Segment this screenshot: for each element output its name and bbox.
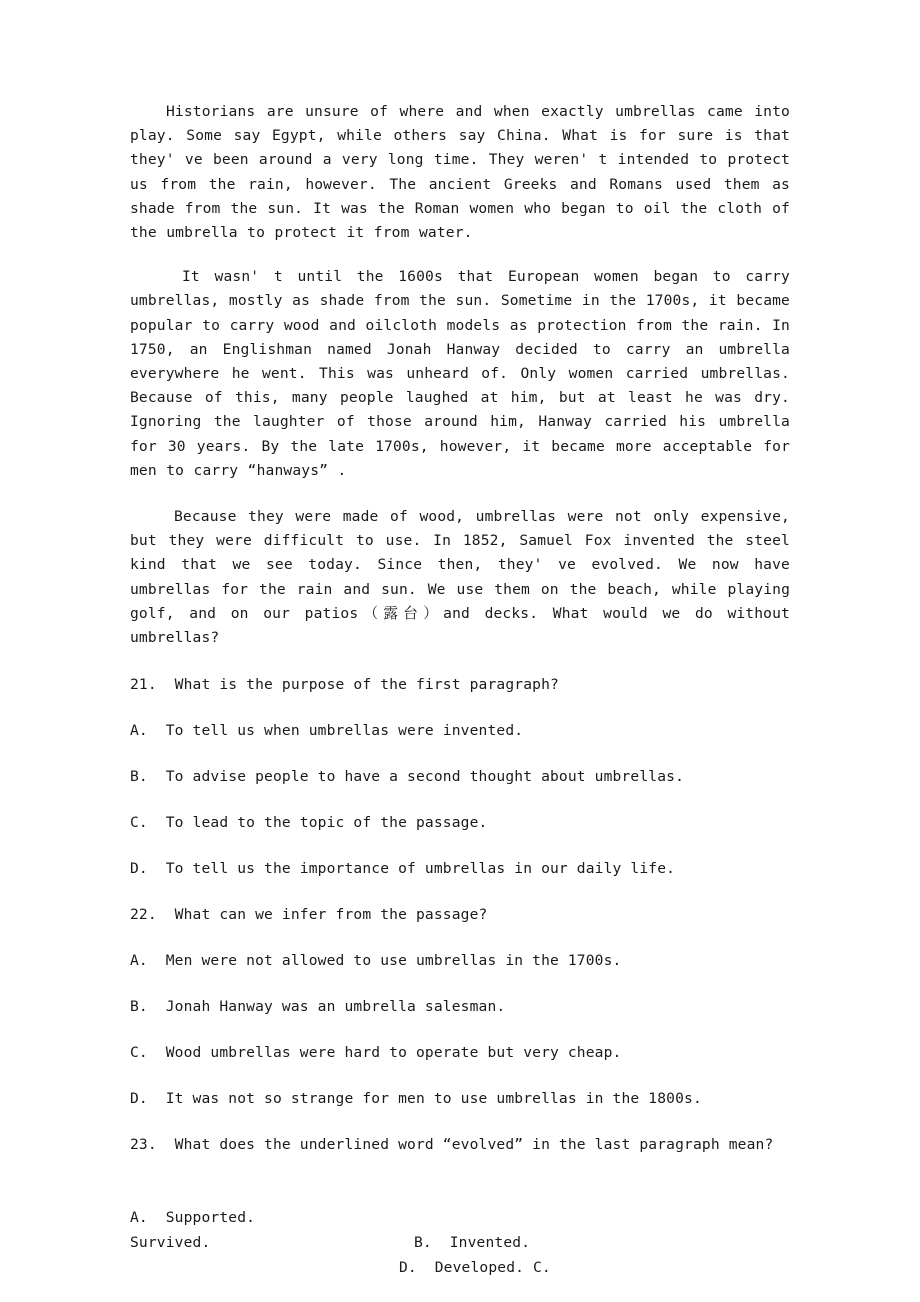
question-22-option-c[interactable]: C. Wood umbrellas were hard to operate but very cheap.: [130, 1044, 622, 1062]
question-21-option-d[interactable]: D. To tell us the importance of umbrellas in our daily life.: [130, 860, 676, 878]
question-21-option-c[interactable]: C. To lead to the topic of the passage.: [130, 814, 488, 832]
document-body: [130, 100, 790, 1277]
question-23-option-d[interactable]: D. Developed.: [399, 1259, 525, 1277]
question-21-stem: 21. What is the purpose of the first paragraph?: [130, 676, 559, 694]
passage-paragraph-2: It wasn' t until the 1600s that European women began to carry umbrellas, mostly as shade from the sun. Sometime in the 1700s, it became popular to carry wood and oilcloth models as protection from the rain. In 1750, an Englishman named Jonah Hanway decided to carry an umbrella everywhere he went. This was unheard of. Only women carried umbrellas. Because of this, many people laughed at him, but at least he was dry. Ignoring the laughter of those around him, Hanway carried his umbrella for 30 years. By the late 1700s, however, it became more acceptable for men to carry “hanways” .: [130, 268, 790, 479]
question-22-option-d[interactable]: D. It was not so strange for men to use umbrellas in the 1800s.: [130, 1090, 702, 1108]
passage-paragraph-1: Historians are unsure of where and when exactly umbrellas came into play. Some say Egypt, while others say China. What is for sure is that they' ve been around a very long time. They weren' t intended to protect us from the rain, however. The ancient Greeks and Romans used them as shade from the sun. It was the Roman women who began to oil the cloth of the umbrella to protect it from water.: [130, 103, 790, 242]
question-23-option-c-label[interactable]: C.: [533, 1259, 551, 1277]
question-23-option-c-text[interactable]: Survived.: [130, 1234, 211, 1252]
question-22-option-b[interactable]: B. Jonah Hanway was an umbrella salesman.: [130, 998, 506, 1016]
questions-block: [130, 674, 790, 1277]
question-21-option-b[interactable]: B. To advise people to have a second thought about umbrellas.: [130, 768, 685, 786]
question-23-option-a[interactable]: A. Supported.: [130, 1209, 256, 1227]
question-23-stem: 23. What does the underlined word “evolved” in the last paragraph mean?: [130, 1136, 774, 1154]
question-22-stem: 22. What can we infer from the passage?: [130, 906, 488, 924]
question-23-option-b[interactable]: B. Invented.: [414, 1234, 531, 1252]
question-22-option-a[interactable]: A. Men were not allowed to use umbrellas in the 1700s.: [130, 952, 622, 970]
question-21-option-a[interactable]: A. To tell us when umbrellas were invented.: [130, 722, 524, 740]
passage-paragraph-3: Because they were made of wood, umbrellas were not only expensive, but they were difficult to use. In 1852, Samuel Fox invented the steel kind that we see today. Since then, they' ve evolved. We now have umbrellas for the rain and sun. We use them on the beach, while playing golf, and on our patios（露台）and decks. What would we do without umbrellas?: [130, 508, 790, 647]
